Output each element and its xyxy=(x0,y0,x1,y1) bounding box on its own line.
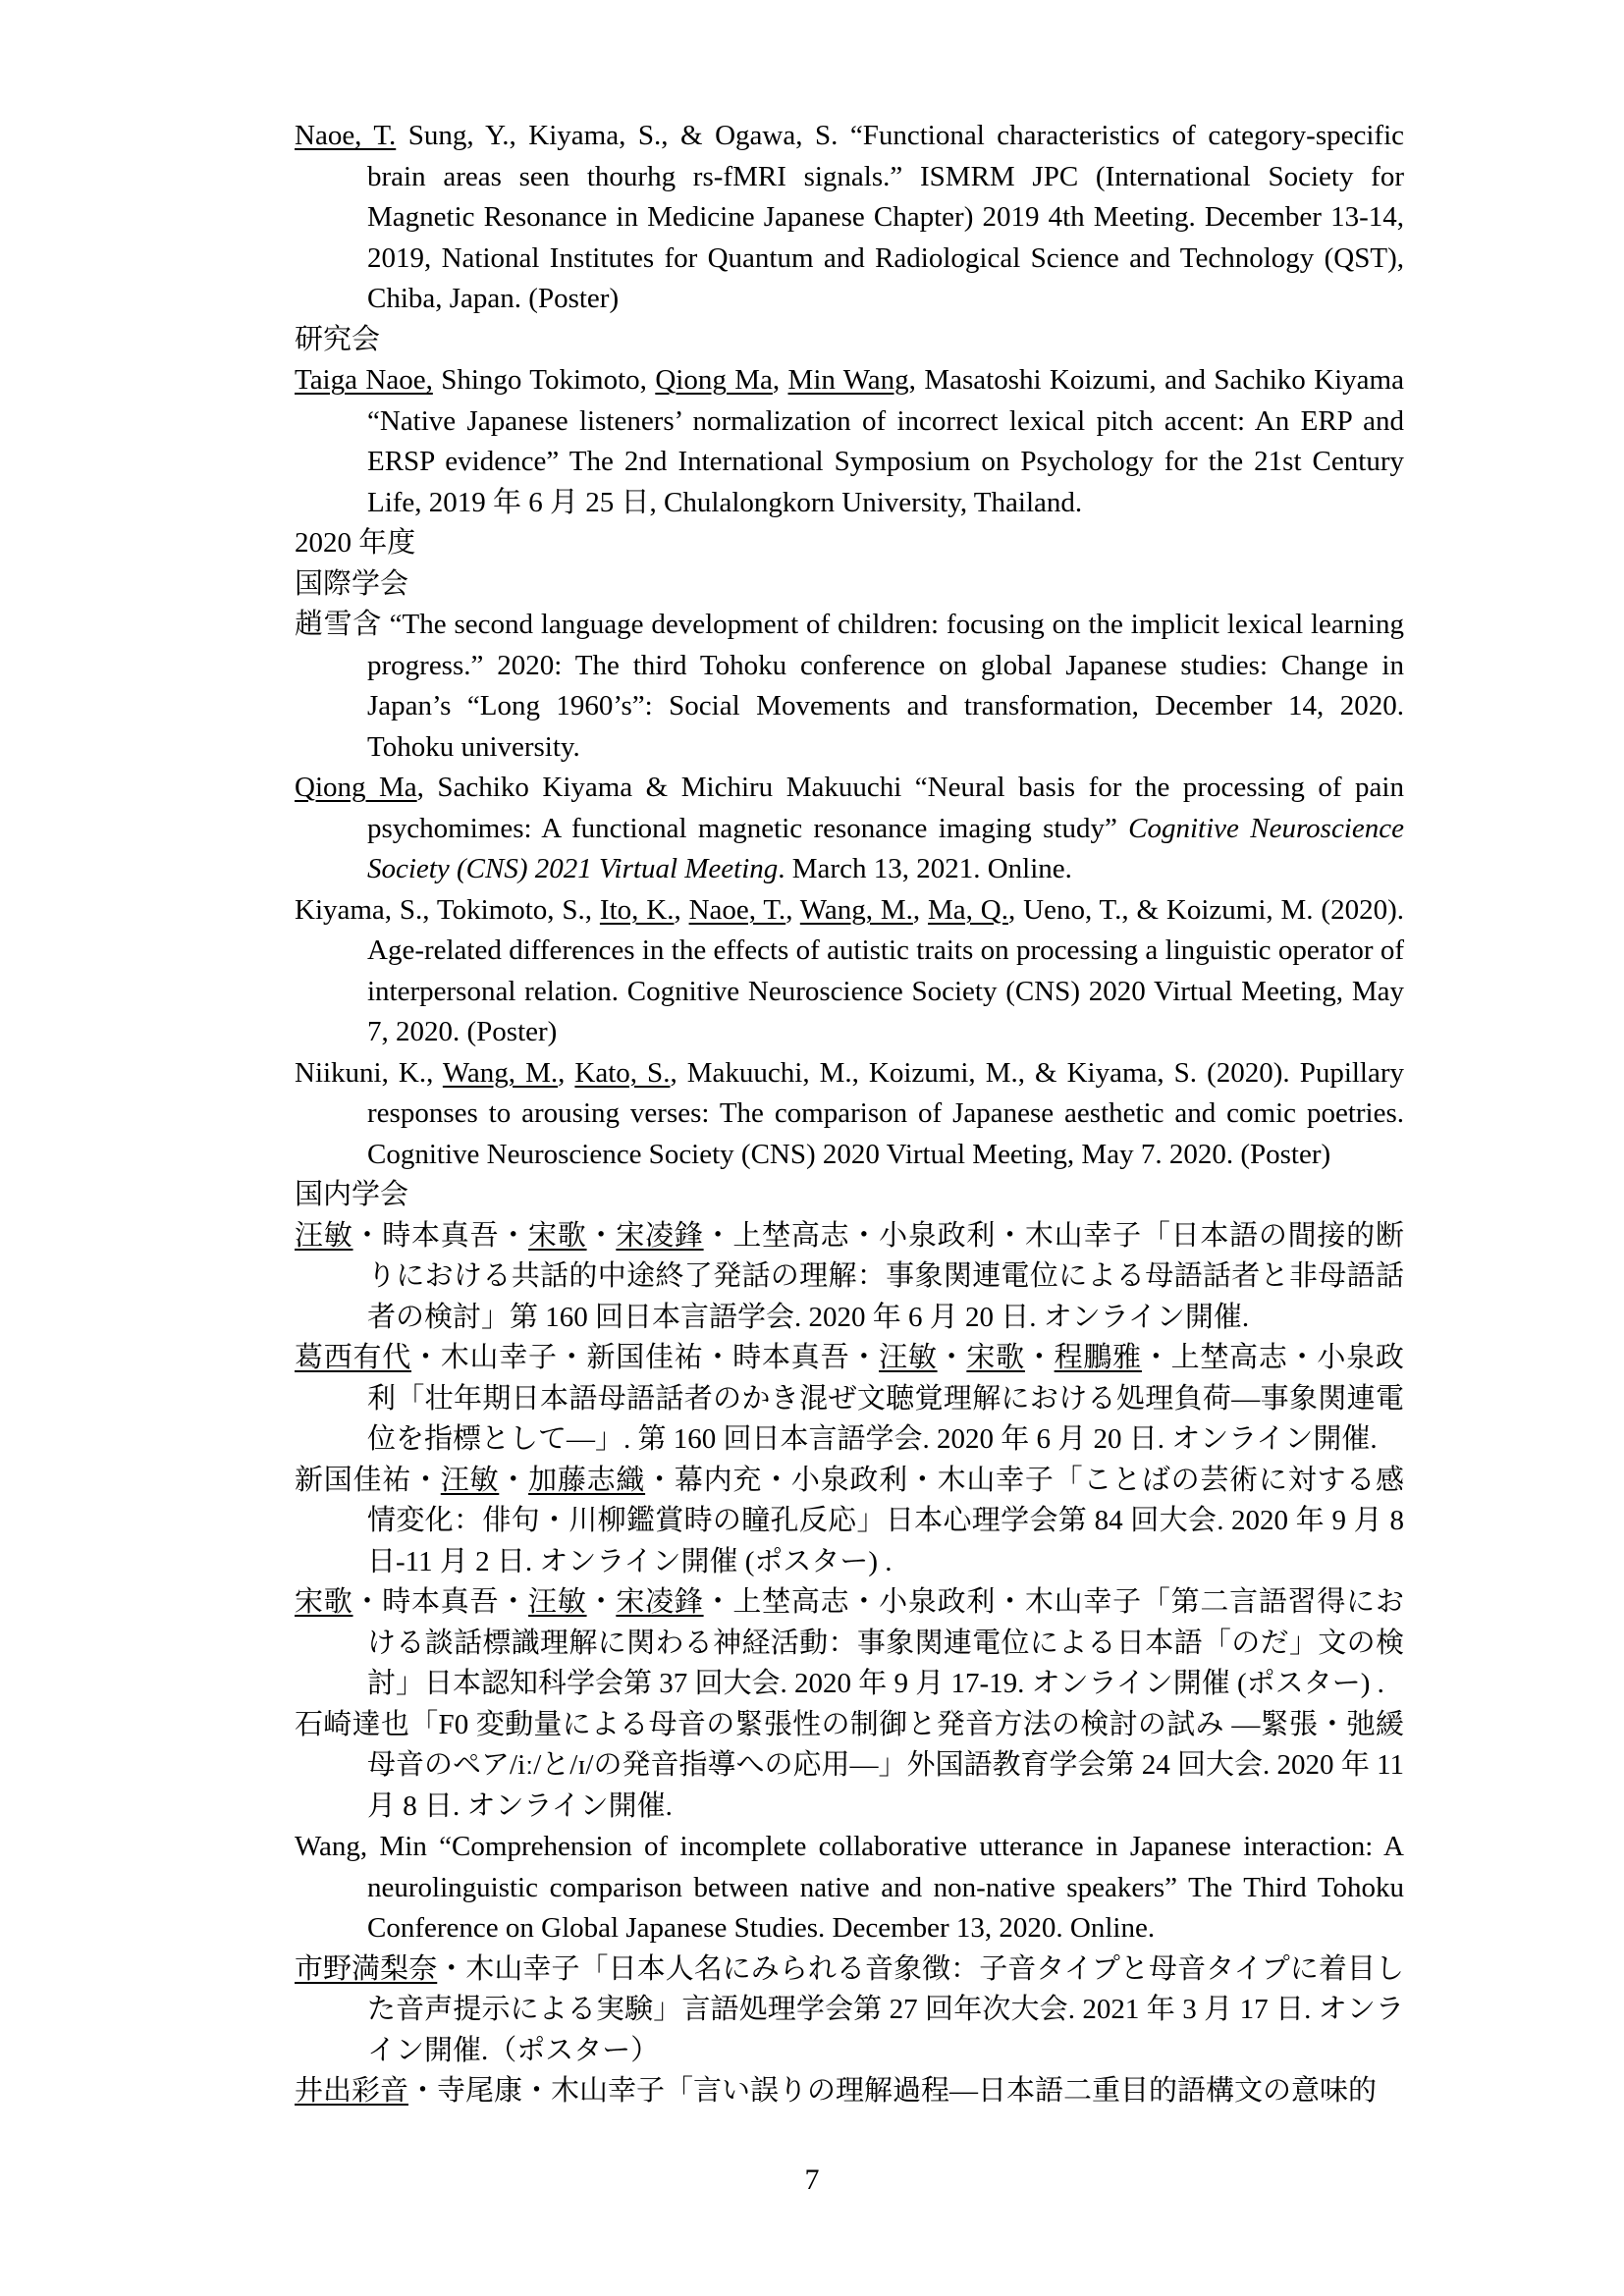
underlined-author: Naoe, T. xyxy=(295,120,397,151)
entry-text: , Makuuchi, M., Koizumi, M., & Kiyama, S. (2020). Pupillary responses to arousing verses: The comparison of Japanese aesthetic and comic poetries. Cognitive Neuroscience Society (CNS) 2020 Virtual Meeting, May 7. 2020. (Poster) xyxy=(367,1056,1405,1170)
entry-text: 石崎達也「F0 変動量による母音の緊張性の制御と発音方法の検討の試み —緊張・弛緩母音のペア/iː/と/ɪ/の発音指導への応用—」外国語教育学会第 24 回大会. 2020 年 11 月 8 日. オンライン開催. xyxy=(295,1708,1404,1822)
underlined-author: 宋歌 xyxy=(295,1586,353,1618)
reference-entry xyxy=(295,1053,1404,1176)
underlined-author: Qiong Ma xyxy=(295,772,417,803)
entry-text: ・木山幸子・新国佳祐・時本真吾・ xyxy=(411,1342,880,1373)
entry-text: ・時本真吾・ xyxy=(352,1219,529,1252)
underlined-author: Ma, Q. xyxy=(928,893,1008,926)
entry-text: , Sachiko Kiyama & Michiru Makuuchi “Neural basis for the processing of pain psychomimes: A functional magnetic resonance imaging study” xyxy=(367,772,1404,844)
underlined-author: 宋凌鋒 xyxy=(616,1586,704,1618)
underlined-author: 市野満梨奈 xyxy=(295,1952,438,1985)
underlined-author: 宋凌鋒 xyxy=(616,1219,704,1252)
underlined-author: Ito, K. xyxy=(599,893,675,926)
underlined-author: Kato, S. xyxy=(574,1056,671,1089)
underlined-author: 葛西有代 xyxy=(295,1342,412,1373)
reference-entry xyxy=(295,116,1404,320)
entry-text: Kiyama, S., Tokimoto, S., xyxy=(295,893,600,926)
entry-text: , Ueno, T., & Koizumi, M. (2020). Age-related differences in the effects of autistic traits on processing a linguistic operator of interpersonal relation. Cognitive Neuroscience Society (CNS) 2020 Virtual Meeting, May 7, 2020. (Poster) xyxy=(367,893,1404,1047)
underlined-author: 汪敏 xyxy=(528,1586,587,1618)
entry-text: ・幕内充・小泉政利・木山幸子「ことばの芸術に対する感情変化：俳句・川柳鑑賞時の瞳孔反応」日本心理学会第 84 回大会. 2020 年 9 月 8 日-11 月 2 日. オンライン開催 (ポスター) . xyxy=(367,1464,1404,1577)
underlined-author: Min Wang xyxy=(787,364,909,396)
entry-text: ・寺尾康・木山幸子「言い誤りの理解過程—日本語二重目的語構文の意味的 xyxy=(408,2075,1378,2107)
entry-text: . March 13, 2021. Online. xyxy=(778,853,1072,884)
entry-text: ・上埜高志・小泉政利「壮年期日本語母語話者のかき混ぜ文聴覚理解における処理負荷—事象関連電位を指標として—」. 第 160 回日本言語学会. 2020 年 6 月 20 日. オンライン開催. xyxy=(367,1342,1404,1455)
entry-text: Sung, Y., Kiyama, S., & Ogawa, S. “Functional characteristics of category-specific brain areas seen thourhg rs-fMRI signals.” ISMRM JPC (International Society for Magnetic Resonance in Medicine Japanese Chapter) 2019 4th Meeting. December 13-14, 2019, National Institutes for Quantum and Radiological Science and Technology (QST), Chiba, Japan. (Poster) xyxy=(367,120,1404,314)
underlined-author: 程鵬雅 xyxy=(1054,1342,1142,1373)
reference-entry xyxy=(295,360,1404,523)
reference-list xyxy=(295,116,1404,2112)
entry-text: , xyxy=(785,893,800,926)
entry-text: Shingo Tokimoto, xyxy=(432,364,656,396)
reference-entry xyxy=(295,768,1404,890)
entry-text: 研究会 xyxy=(295,323,381,355)
entry-text: 国内学会 xyxy=(295,1179,409,1210)
section-heading xyxy=(295,523,1404,564)
entry-text: , xyxy=(674,893,689,926)
entry-text: , xyxy=(558,1056,575,1089)
entry-text: 2020 年度 xyxy=(295,527,416,559)
reference-entry xyxy=(295,605,1404,768)
section-heading xyxy=(295,320,1404,361)
entry-text: , Masatoshi Koizumi, and Sachiko Kiyama “Native Japanese listeners’ normalization of incorrect lexical pitch accent: An ERP and ERSP evidence” The 2nd International Symposium on Psychology for the 21st Century Life, 2019 年 6 月 25 日, Chulalongkorn University, Thailand. xyxy=(367,364,1404,518)
reference-entry xyxy=(295,1582,1404,1705)
underlined-author: 宋歌 xyxy=(966,1342,1025,1373)
italic-venue: Cognitive Neuroscience Society (CNS) 2021 Virtual Meeting xyxy=(367,812,1404,884)
underlined-author: Qiong Ma xyxy=(655,364,773,396)
underlined-author: 宋歌 xyxy=(528,1219,587,1252)
reference-entry xyxy=(295,890,1404,1053)
section-heading xyxy=(295,1175,1404,1216)
entry-text: ・ xyxy=(586,1219,617,1252)
underlined-author: 汪敏 xyxy=(879,1342,938,1373)
entry-text: ・時本真吾・ xyxy=(352,1586,529,1618)
entry-text: Wang, Min “Comprehension of incomplete collaborative utterance in Japanese interaction: A neurolinguistic comparison between native and non-native speakers” The Third Tohoku Conference on Global Japanese Studies. December 13, 2020. Online. xyxy=(295,1831,1404,1944)
section-heading xyxy=(295,564,1404,606)
page-number: 7 xyxy=(804,2163,820,2196)
reference-entry xyxy=(295,1338,1404,1461)
entry-text: ・ xyxy=(1024,1342,1055,1373)
entry-text: ・ xyxy=(499,1464,529,1496)
entry-text: 趙雪含 “The second language development of children: focusing on the implicit lexical learning progress.” 2020: The third Tohoku conference on global Japanese studies: Change in Japan’s “Long 1960’s”: Social Movements and transformation, December 14, 2020. Tohoku university. xyxy=(295,609,1404,763)
underlined-author: 井出彩音 xyxy=(295,2075,409,2107)
entry-text: , xyxy=(912,893,929,926)
underlined-author: 汪敏 xyxy=(295,1219,353,1252)
underlined-author: Taiga Naoe, xyxy=(295,364,433,396)
reference-entry xyxy=(295,1216,1404,1339)
reference-entry xyxy=(295,1461,1404,1583)
reference-entry xyxy=(295,1705,1404,1828)
underlined-author: Naoe, T. xyxy=(688,893,786,926)
underlined-author: 汪敏 xyxy=(440,1464,500,1496)
entry-text: 国際学会 xyxy=(295,567,409,600)
reference-entry xyxy=(295,1827,1404,1949)
underlined-author: 加藤志織 xyxy=(528,1464,646,1496)
entry-text: , xyxy=(772,364,788,396)
entry-text: ・ xyxy=(586,1586,617,1618)
entry-text: ・ xyxy=(937,1342,967,1373)
reference-entry xyxy=(295,1949,1404,2072)
underlined-author: Wang, M. xyxy=(799,893,913,926)
underlined-author: Wang, M. xyxy=(442,1056,559,1089)
entry-text: ・上埜高志・小泉政利・木山幸子「日本語の間接的断りにおける共話的中途終了発話の理解：事象関連電位による母語話者と非母語話者の検討」第 160 回日本言語学会. 2020 年 6 月 20 日. オンライン開催. xyxy=(367,1219,1404,1333)
entry-text: Niikuni, K., xyxy=(295,1056,443,1089)
entry-text: 新国佳祐・ xyxy=(295,1464,441,1496)
entry-text: ・上埜高志・小泉政利・木山幸子「第二言語習得における談話標識理解に関わる神経活動：事象関連電位による日本語「のだ」文の検討」日本認知科学会第 37 回大会. 2020 年 9 月 17-19. オンライン開催 (ポスター) . xyxy=(367,1586,1404,1699)
reference-entry xyxy=(295,2071,1404,2112)
entry-text: ・木山幸子「日本人名にみられる音象徴：子音タイプと母音タイプに着目した音声提示による実験」言語処理学会第 27 回年次大会. 2021 年 3 月 17 日. オンライン開催.（ポスター） xyxy=(367,1952,1404,2066)
